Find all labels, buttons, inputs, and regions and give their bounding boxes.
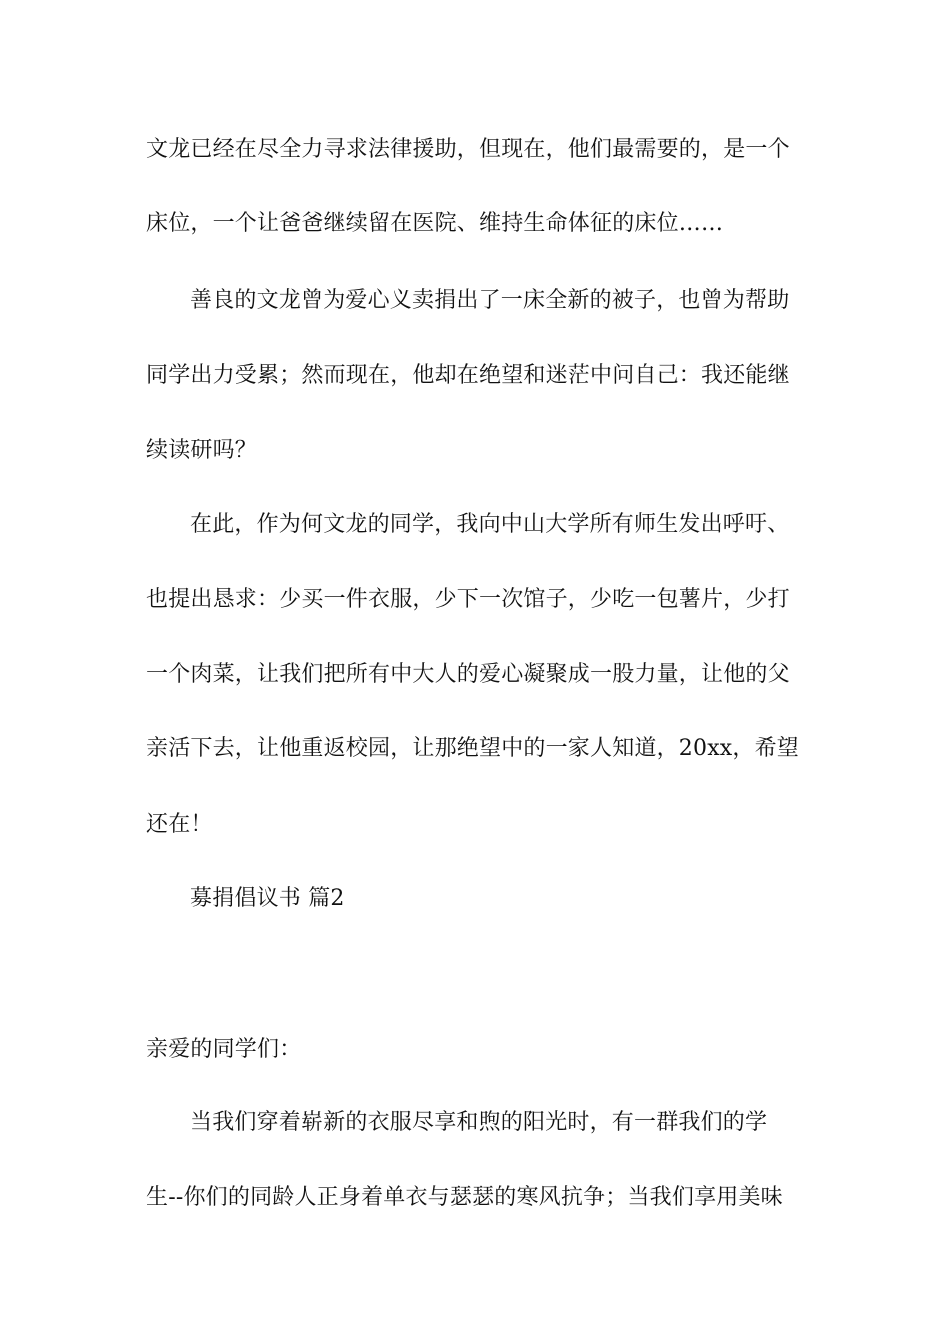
paragraph-line: 生--你们的同龄人正身着单衣与瑟瑟的寒风抗争；当我们享用美味 [146,1185,783,1210]
paragraph-line: 当我们穿着崭新的衣服尽享和煦的阳光时，有一群我们的学 [190,1110,768,1135]
paragraph-line: 也提出恳求：少买一件衣服，少下一次馆子，少吃一包薯片，少打 [146,587,790,612]
paragraph-line: 还在！ [146,812,213,837]
paragraph-line: 在此，作为何文龙的同学，我向中山大学所有师生发出呼吁、 [190,512,790,537]
paragraph-line: 一个肉菜，让我们把所有中大人的爱心凝聚成一股力量，让他的父 [146,662,790,687]
paragraph-line: 文龙已经在尽全力寻求法律援助，但现在，他们最需要的，是一个 [146,137,790,162]
section-heading: 募捐倡议书 篇2 [190,886,345,911]
paragraph-line: 亲活下去，让他重返校园，让那绝望中的一家人知道，20xx，希望 [146,736,800,761]
paragraph-line: 床位，一个让爸爸继续留在医院、维持生命体征的床位…… [146,211,724,236]
paragraph-line: 善良的文龙曾为爱心义卖捐出了一床全新的被子，也曾为帮助 [190,288,790,313]
paragraph-line: 续读研吗？ [146,438,258,463]
paragraph-line: 同学出力受累；然而现在，他却在绝望和迷茫中问自己：我还能继 [146,363,790,388]
salutation: 亲爱的同学们： [146,1037,302,1062]
